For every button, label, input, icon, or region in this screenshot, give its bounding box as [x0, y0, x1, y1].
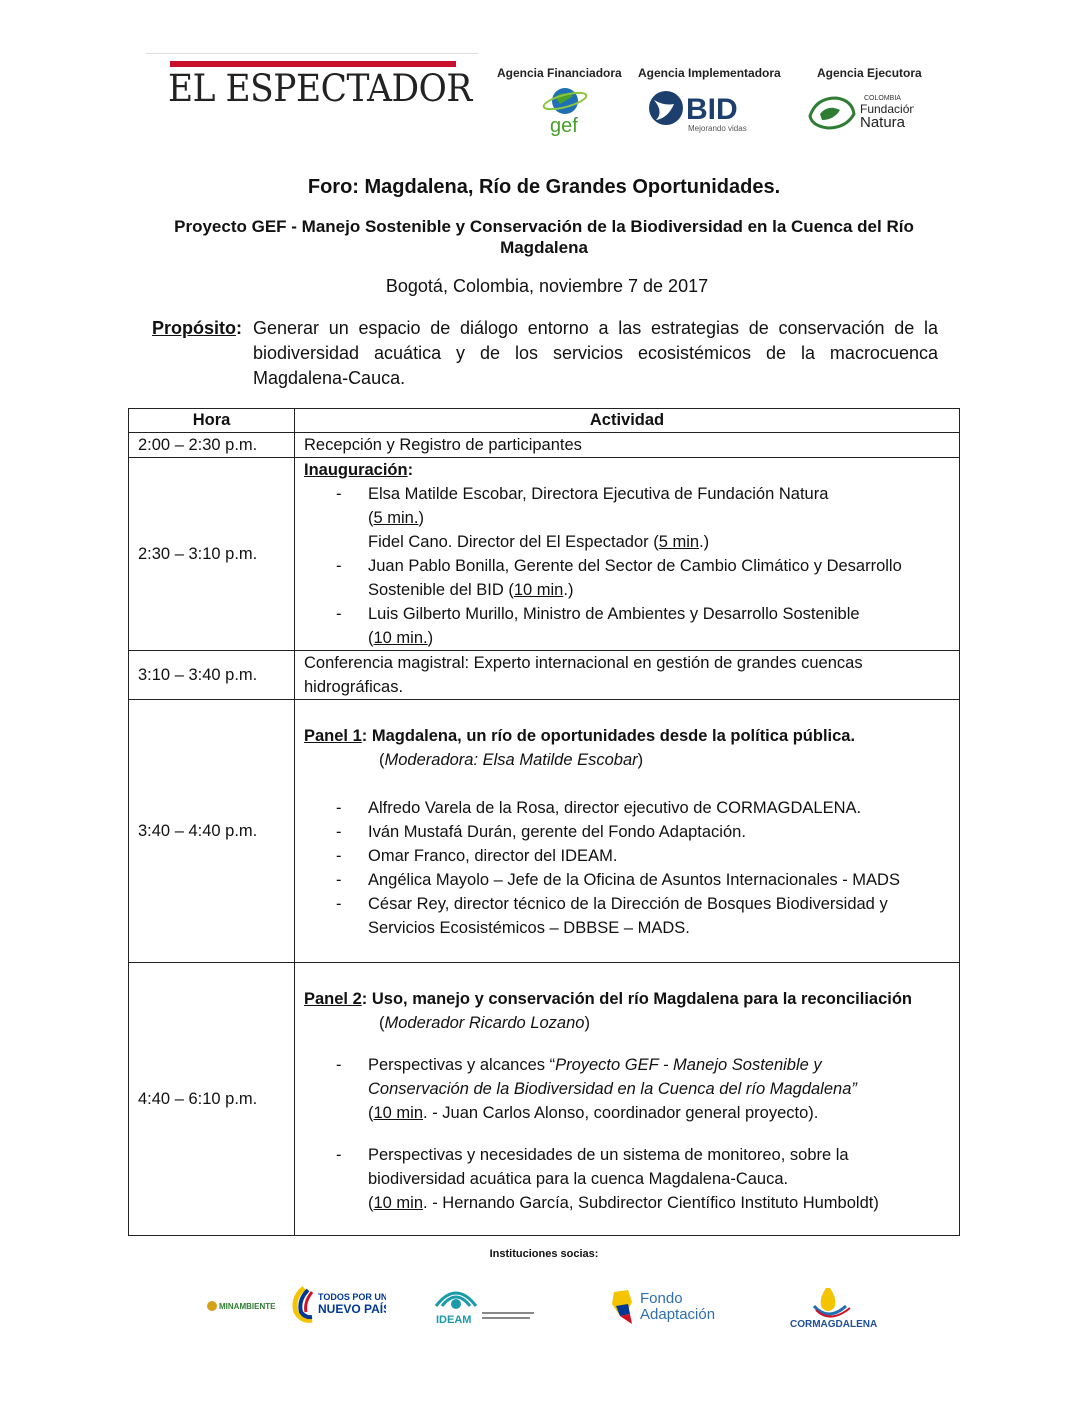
- list-item-cont: Servicios Ecosistémicos – DBBSE – MADS.: [368, 919, 690, 937]
- duration: (10 min. - Hernando García, Subdirector Científico Instituto Humboldt): [368, 1194, 879, 1212]
- table-row: [129, 700, 960, 963]
- bid-logo: [646, 90, 766, 134]
- purpose-text: Generar un espacio de diálogo entorno a las estrategias de conservación de la biodiversidad acuática y de los servicios ecosistémicos de la macrocuenca Magdalena-Cauca.: [253, 318, 938, 388]
- svg-text:Fundación: Fundación: [860, 102, 914, 116]
- list-item: - César Rey, director técnico de la Dirección de Bosques Biodiversidad y: [336, 895, 888, 913]
- time-cell: 3:10 – 3:40 p.m.: [129, 651, 295, 700]
- svg-text:Mejorando vidas: Mejorando vidas: [688, 124, 747, 133]
- activity-cell: Recepción y Registro de participantes: [295, 433, 960, 458]
- el-espectador-logo: EL ESPECTADOR: [168, 67, 472, 110]
- list-item: - Elsa Matilde Escobar, Directora Ejecutiva de Fundación Natura: [336, 485, 829, 503]
- svg-text:COLOMBIA: COLOMBIA: [864, 95, 901, 102]
- list-item: Fidel Cano. Director del El Espectador (5 min.): [368, 533, 710, 551]
- header-actividad: Actividad: [295, 409, 960, 433]
- project-subtitle: Proyecto GEF - Manejo Sostenible y Conservación de la Biodiversidad en la Cuenca del Río Magdalena: [174, 217, 914, 257]
- time-cell: 3:40 – 4:40 p.m.: [129, 700, 295, 963]
- activity-cell: Panel 2: Uso, manejo y conservación del río Magdalena para la reconciliación (Moderador Ricardo Lozano) - Perspectivas y alcances “Proyecto GEF - Manejo Sostenible y Conservación de la Biodiversidad en la Cuenca del río Magdalena” (10 min. - Juan Carlos Alonso, coordinador general proyecto). - Perspectivas y necesidades de un sistema de monitoreo, sobre la biodiversidad acuática para la cuenca Magdalena-Cauca. (10 min. - Hernando García, Subdirector Científico Instituto Humboldt): [295, 963, 960, 1236]
- place-date: Bogotá, Colombia, noviembre 7 de 2017: [385, 276, 709, 296]
- list-item: - Perspectivas y necesidades de un sistema de monitoreo, sobre la: [336, 1146, 849, 1164]
- activity-cell: Conferencia magistral: Experto internacional en gestión de grandes cuencas hidrográficas.: [295, 651, 960, 700]
- activity-cell: Panel 1: Magdalena, un río de oportunidades desde la política pública. (Moderadora: Elsa Matilde Escobar) - Alfredo Varela de la Rosa, director ejecutivo de CORMAGDALENA. - Iván Mustafá Durán, gerente del Fondo Adaptación. - Omar Franco, director del IDEAM. - Angélica Mayolo – Jefe de la Oficina de Asuntos Internacionales - MADS - César Rey, director técnico de la Dirección de Bosques Biodiversidad y Servicios Ecosistémicos – DBBSE – MADS.: [295, 700, 960, 963]
- agency-label-implementadora: Agencia Implementadora: [638, 66, 781, 80]
- svg-text:CORMAGDALENA: CORMAGDALENA: [790, 1319, 878, 1330]
- list-item-cont: Conservación de la Biodiversidad en la Cuenca del río Magdalena”: [368, 1080, 857, 1098]
- table-header-row: [129, 409, 960, 433]
- list-item: - Juan Pablo Bonilla, Gerente del Sector de Cambio Climático y Desarrollo: [336, 557, 902, 575]
- partners-label: Instituciones socias:: [489, 1248, 599, 1260]
- list-item: - Luis Gilberto Murillo, Ministro de Ambientes y Desarrollo Sostenible: [336, 605, 860, 623]
- fondo-adaptacion-logo: [608, 1286, 724, 1328]
- time-cell: 2:00 – 2:30 p.m.: [129, 433, 295, 458]
- table-row: [129, 963, 960, 1236]
- agency-label-financiadora: Agencia Financiadora: [497, 66, 622, 80]
- list-item-cont: Sostenible del BID (10 min.): [368, 581, 574, 599]
- panel-label: Panel 2: [304, 990, 362, 1008]
- todos-por-un-nuevo-pais-logo: [290, 1284, 386, 1326]
- section-heading: Inauguración: [304, 461, 408, 479]
- list-item: - Omar Franco, director del IDEAM.: [336, 847, 618, 865]
- minambiente-logo: [206, 1298, 280, 1314]
- cormagdalena-logo: [788, 1282, 880, 1334]
- svg-text:Natura: Natura: [860, 114, 906, 131]
- moderator: (Moderadora: Elsa Matilde Escobar): [379, 751, 644, 769]
- table-row: [129, 458, 960, 651]
- masthead-rule: [146, 53, 478, 54]
- duration: (5 min.): [368, 509, 424, 527]
- svg-text:TODOS POR UN: TODOS POR UN: [318, 1292, 386, 1302]
- activity-cell: Inauguración: - Elsa Matilde Escobar, Directora Ejecutiva de Fundación Natura (5 min.) Fidel Cano. Director del El Espectador (5 min.) - Juan Pablo Bonilla, Gerente del Sector de Cambio Climático y Desarrollo Sostenible del BID (10 min.) - Luis Gilberto Murillo, Ministro de Ambientes y Desarrollo Sostenible (10 min.): [295, 458, 960, 651]
- agenda-table: [128, 408, 960, 1236]
- gef-logo: [538, 84, 592, 136]
- svg-text:Adaptación: Adaptación: [640, 1306, 716, 1323]
- header-hora: Hora: [129, 409, 295, 433]
- purpose-block: Propósito: Generar un espacio de diálogo entorno a las estrategias de conservación de la biodiversidad acuática y de los servicios ecosistémicos de la macrocuenca Magdalena-Cauca.: [152, 316, 938, 341]
- svg-text:IDEAM: IDEAM: [436, 1314, 472, 1326]
- panel-title: Magdalena, un río de oportunidades desde la política pública.: [371, 727, 856, 745]
- fundacion-natura-logo: [806, 92, 914, 132]
- ideam-logo: [432, 1282, 538, 1328]
- table-row: [129, 433, 960, 458]
- svg-text:BID: BID: [686, 93, 738, 126]
- svg-text:NUEVO PAÍS: NUEVO PAÍS: [318, 1302, 386, 1316]
- panel-title: Uso, manejo y conservación del río Magdalena para la reconciliación: [371, 990, 912, 1008]
- list-item: - Alfredo Varela de la Rosa, director ejecutivo de CORMAGDALENA.: [336, 799, 862, 817]
- panel-label: Panel 1: [304, 727, 362, 745]
- svg-text:gef: gef: [550, 115, 578, 136]
- list-item: - Iván Mustafá Durán, gerente del Fondo Adaptación.: [336, 823, 746, 841]
- duration: (10 min.): [368, 629, 434, 647]
- duration: (10 min. - Juan Carlos Alonso, coordinador general proyecto).: [368, 1104, 819, 1122]
- svg-text:MINAMBIENTE: MINAMBIENTE: [219, 1302, 276, 1311]
- moderator: (Moderador Ricardo Lozano): [379, 1014, 590, 1032]
- time-cell: 2:30 – 3:10 p.m.: [129, 458, 295, 651]
- list-item: - Angélica Mayolo – Jefe de la Oficina de Asuntos Internacionales - MADS: [336, 871, 900, 889]
- svg-text:Fondo: Fondo: [640, 1290, 683, 1307]
- time-cell: 4:40 – 6:10 p.m.: [129, 963, 295, 1236]
- list-item-cont: biodiversidad acuática para la cuenca Magdalena-Cauca.: [368, 1170, 789, 1188]
- purpose-label: Propósito: [152, 318, 236, 338]
- agency-label-ejecutora: Agencia Ejecutora: [817, 66, 922, 80]
- list-item: - Perspectivas y alcances “Proyecto GEF - Manejo Sostenible y: [336, 1056, 822, 1074]
- page-title: Foro: Magdalena, Río de Grandes Oportunidades.: [307, 176, 781, 198]
- table-row: [129, 651, 960, 700]
